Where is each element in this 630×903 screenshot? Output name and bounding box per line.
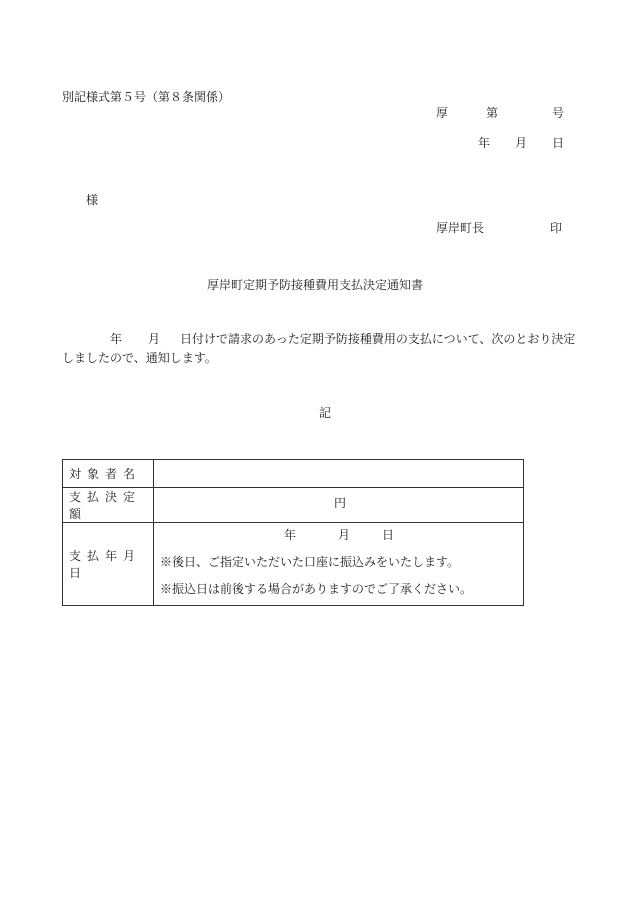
note-date-variance: ※振込日は前後する場合がありますのでご了承ください。 [160,582,473,596]
payment-date-cell [154,523,524,606]
label-cell [63,523,154,606]
table-row [63,488,524,523]
issue-date-month: 月 [515,136,528,150]
issue-date-year: 年 [478,136,491,150]
body-line-2: しましたので、通知します。 [62,351,217,365]
payment-amount-cell [154,488,524,523]
label-payment-date: 支払年月日 [69,549,142,580]
pay-date-month: 月 [338,528,351,542]
ref-prefix: 厚 [436,106,449,120]
form-number: 別記様式第５号（第８条関係） [62,90,231,104]
payment-info-table [62,459,524,606]
recipient-suffix: 様 [86,193,99,207]
ref-dai: 第 [486,106,499,120]
yen-unit: 円 [334,496,347,510]
sender-name: 厚岸町長 [436,221,485,235]
body-month: 月 [148,332,161,346]
label-payment-amount: 支払決定額 [69,490,142,521]
ref-go: 号 [552,106,565,120]
pay-date-day: 日 [382,528,395,542]
label-cell [63,460,154,488]
table-row [63,523,524,606]
pay-date-year: 年 [284,528,297,542]
body-year: 年 [110,332,123,346]
document-title: 厚岸町定期予防接種費用支払決定通知書 [206,278,423,292]
issue-date-day: 日 [552,136,565,150]
seal-mark: 印 [550,221,563,235]
target-name-value [154,460,524,488]
ki-heading: 記 [318,406,331,420]
body-line-1-rest: 日付けで請求のあった定期予防接種費用の支払について、次のとおり決定 [180,332,576,346]
label-target-name: 対象者名 [69,467,142,481]
note-transfer: ※後日、ご指定いただいた口座に振込みをいたします。 [160,555,460,569]
table-row [63,460,524,488]
label-cell [63,488,154,523]
